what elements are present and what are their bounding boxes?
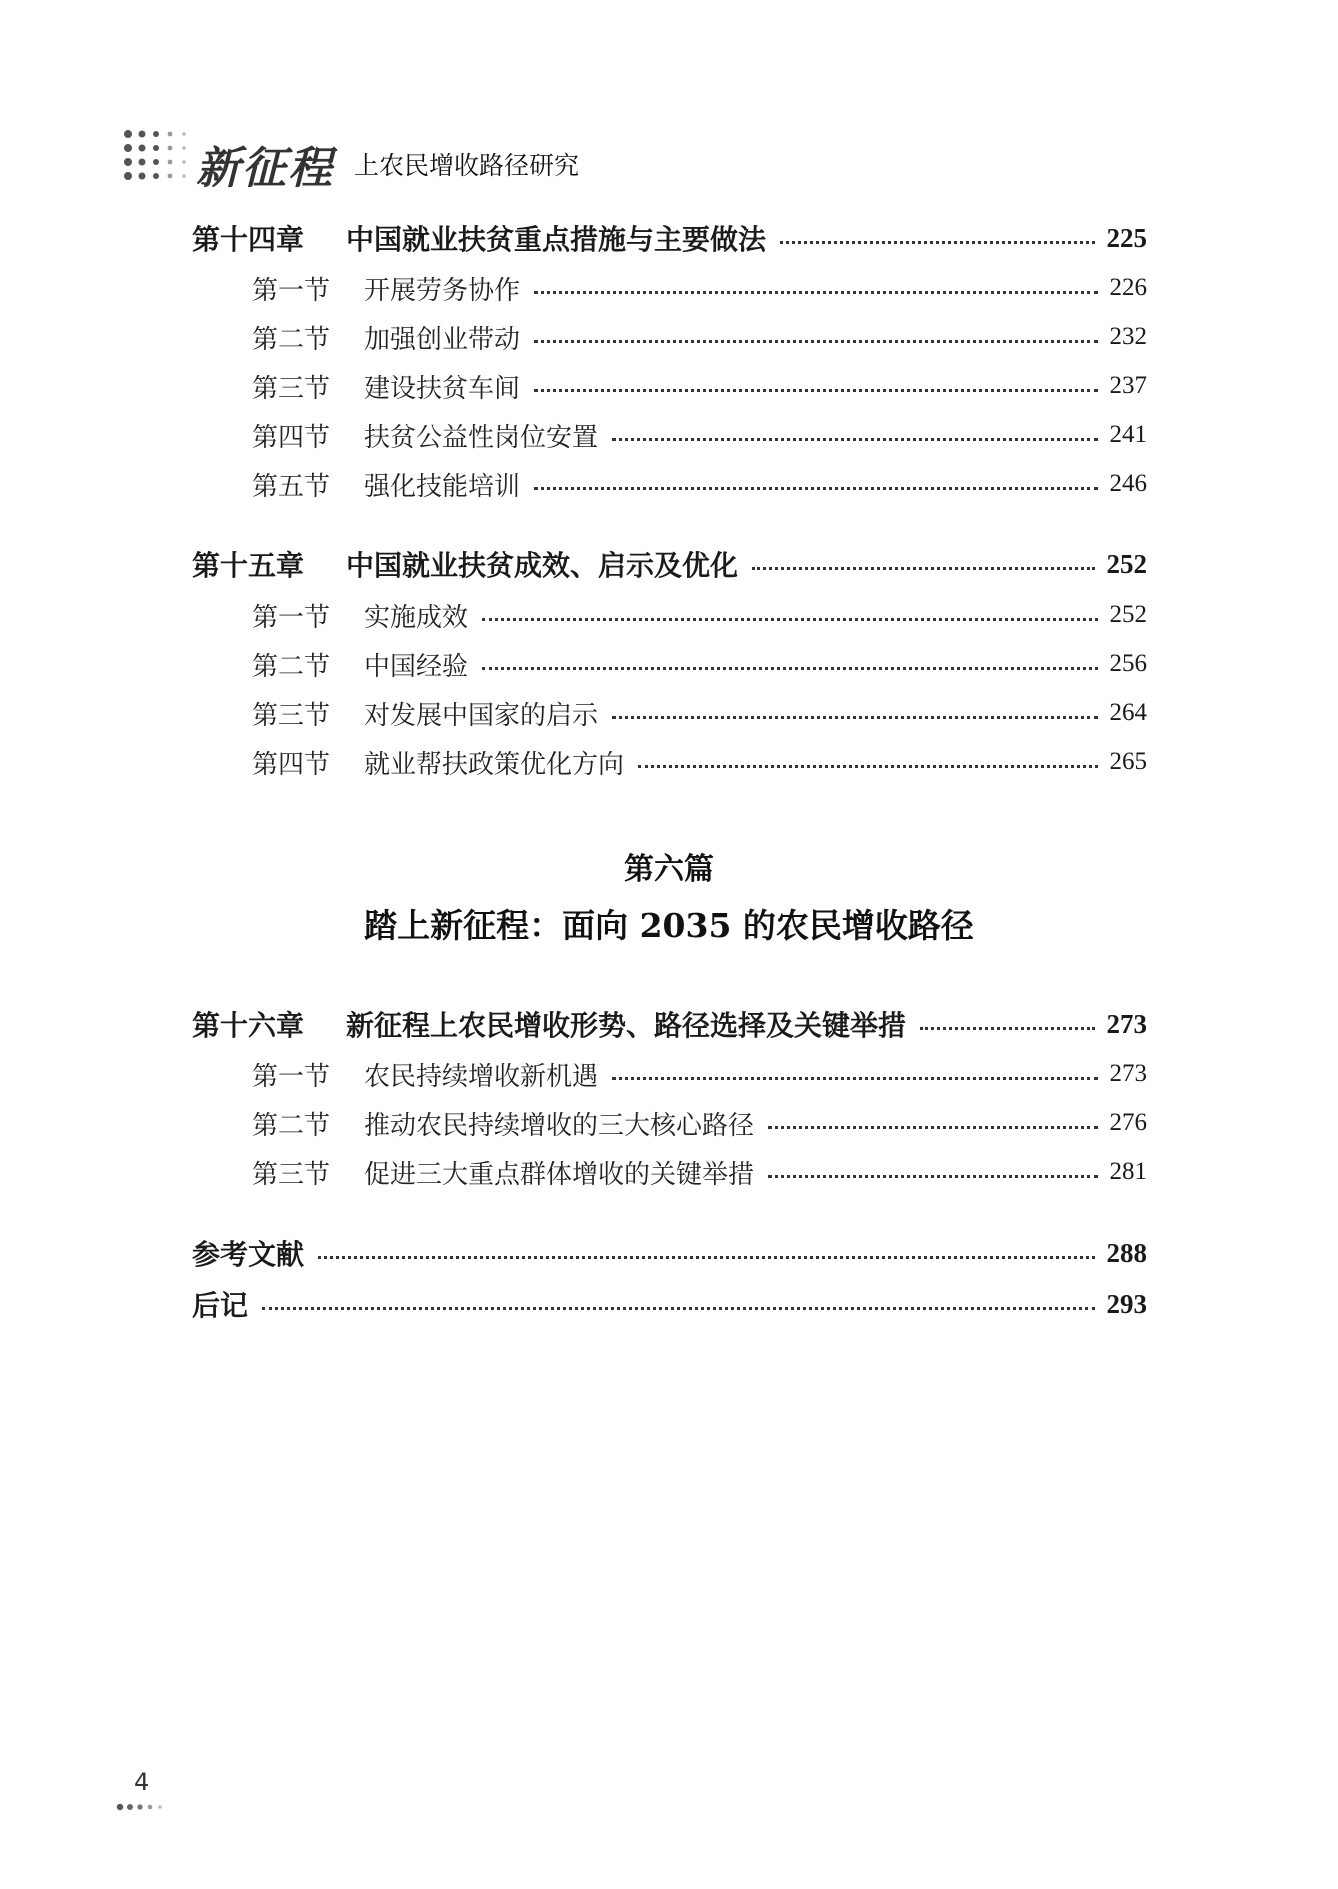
- toc-section[interactable]: [252, 1103, 1147, 1143]
- section-title: 扶贫公益性岗位安置: [364, 422, 599, 453]
- dot-leader: [612, 438, 1097, 441]
- page-number: 256: [1109, 650, 1147, 677]
- page-number: 252: [1106, 548, 1147, 579]
- page-folio: 4: [134, 1768, 150, 1796]
- section-title: 就业帮扶政策优化方向: [364, 749, 625, 780]
- dot-leader: [768, 1126, 1097, 1129]
- page-number: 273: [1106, 1008, 1147, 1039]
- chapter-title: 中国就业扶贫成效、启示及优化: [346, 549, 739, 582]
- toc-section[interactable]: [252, 1152, 1147, 1192]
- section-label: 第一节: [252, 1061, 331, 1092]
- dot-leader: [534, 340, 1097, 343]
- section-title: 建设扶贫车间: [364, 373, 521, 404]
- section-title: 推动农民持续增收的三大核心路径: [364, 1110, 755, 1141]
- toc-section[interactable]: [252, 366, 1147, 406]
- references-title: 参考文献: [192, 1238, 305, 1271]
- chapter-label: 第十五章: [192, 549, 305, 582]
- page-number: 288: [1106, 1237, 1147, 1268]
- section-title: 中国经验: [364, 651, 469, 682]
- dot-leader: [534, 291, 1097, 294]
- footer-dots-icon: [116, 1802, 176, 1812]
- header-subtitle: 上农民增收路径研究: [354, 151, 580, 180]
- toc-section[interactable]: [252, 595, 1147, 635]
- toc-section[interactable]: [252, 415, 1147, 455]
- toc-section[interactable]: [252, 1054, 1147, 1094]
- section-title: 强化技能培训: [364, 471, 521, 502]
- section-title: 加强创业带动: [364, 324, 521, 355]
- section-label: 第五节: [252, 471, 331, 502]
- page-number: 225: [1106, 222, 1147, 253]
- section-label: 第四节: [252, 422, 331, 453]
- section-title: 对发展中国家的启示: [364, 700, 599, 731]
- dot-leader: [638, 765, 1097, 768]
- dot-leader: [752, 567, 1094, 570]
- section-title: 促进三大重点群体增收的关键举措: [364, 1159, 755, 1190]
- page-number: 232: [1109, 323, 1147, 350]
- page-footer: [116, 1768, 176, 1818]
- page-number: 237: [1109, 372, 1147, 399]
- section-label: 第四节: [252, 749, 331, 780]
- dot-leader: [780, 241, 1094, 244]
- section-label: 第一节: [252, 275, 331, 306]
- page-number: 293: [1106, 1288, 1147, 1319]
- part-label: 第六篇: [624, 852, 714, 887]
- brand-logo-text: 新征程: [196, 143, 334, 194]
- section-label: 第二节: [252, 651, 331, 682]
- dot-leader: [534, 487, 1097, 490]
- section-title: 实施成效: [364, 602, 469, 633]
- chapter-title: 新征程上农民增收形势、路径选择及关键举措: [346, 1009, 907, 1042]
- page-number: 281: [1109, 1158, 1147, 1185]
- toc-section[interactable]: [252, 464, 1147, 504]
- toc-section[interactable]: [252, 742, 1147, 782]
- section-label: 第三节: [252, 700, 331, 731]
- toc-section[interactable]: [252, 693, 1147, 733]
- section-label: 第三节: [252, 373, 331, 404]
- dot-leader: [482, 618, 1097, 621]
- dot-grid-icon: [122, 128, 192, 182]
- toc-references[interactable]: [192, 1233, 1147, 1273]
- chapter-title: 中国就业扶贫重点措施与主要做法: [346, 223, 767, 256]
- dot-leader: [262, 1307, 1094, 1310]
- section-title: 农民持续增收新机遇: [364, 1061, 599, 1092]
- page-number: 241: [1109, 421, 1147, 448]
- toc-section[interactable]: [252, 644, 1147, 684]
- page-number: 276: [1109, 1109, 1147, 1136]
- page-number: 265: [1109, 748, 1147, 775]
- page-number: 246: [1109, 470, 1147, 497]
- page-number: 252: [1109, 601, 1147, 628]
- dot-leader: [768, 1175, 1097, 1178]
- afterword-title: 后记: [192, 1289, 249, 1322]
- section-label: 第三节: [252, 1159, 331, 1190]
- toc-chapter-16[interactable]: [192, 1004, 1147, 1044]
- page-number: 264: [1109, 699, 1147, 726]
- toc-chapter-15[interactable]: [192, 544, 1147, 584]
- chapter-label: 第十六章: [192, 1009, 305, 1042]
- page-number: 273: [1109, 1060, 1147, 1087]
- dot-leader: [612, 716, 1097, 719]
- dot-leader: [318, 1256, 1094, 1259]
- toc-afterword[interactable]: [192, 1284, 1147, 1324]
- section-label: 第二节: [252, 1110, 331, 1141]
- page-number: 226: [1109, 274, 1147, 301]
- running-header: [122, 128, 822, 194]
- section-title: 开展劳务协作: [364, 275, 521, 306]
- toc-section[interactable]: [252, 268, 1147, 308]
- dot-leader: [612, 1077, 1097, 1080]
- dot-leader: [482, 667, 1097, 670]
- part-title: 踏上新征程：面向 2035 的农民增收路径: [364, 906, 974, 945]
- chapter-label: 第十四章: [192, 223, 305, 256]
- dot-leader: [534, 389, 1097, 392]
- toc-section[interactable]: [252, 317, 1147, 357]
- section-label: 第二节: [252, 324, 331, 355]
- dot-leader: [920, 1027, 1094, 1030]
- section-label: 第一节: [252, 602, 331, 633]
- toc-chapter-14[interactable]: [192, 218, 1147, 258]
